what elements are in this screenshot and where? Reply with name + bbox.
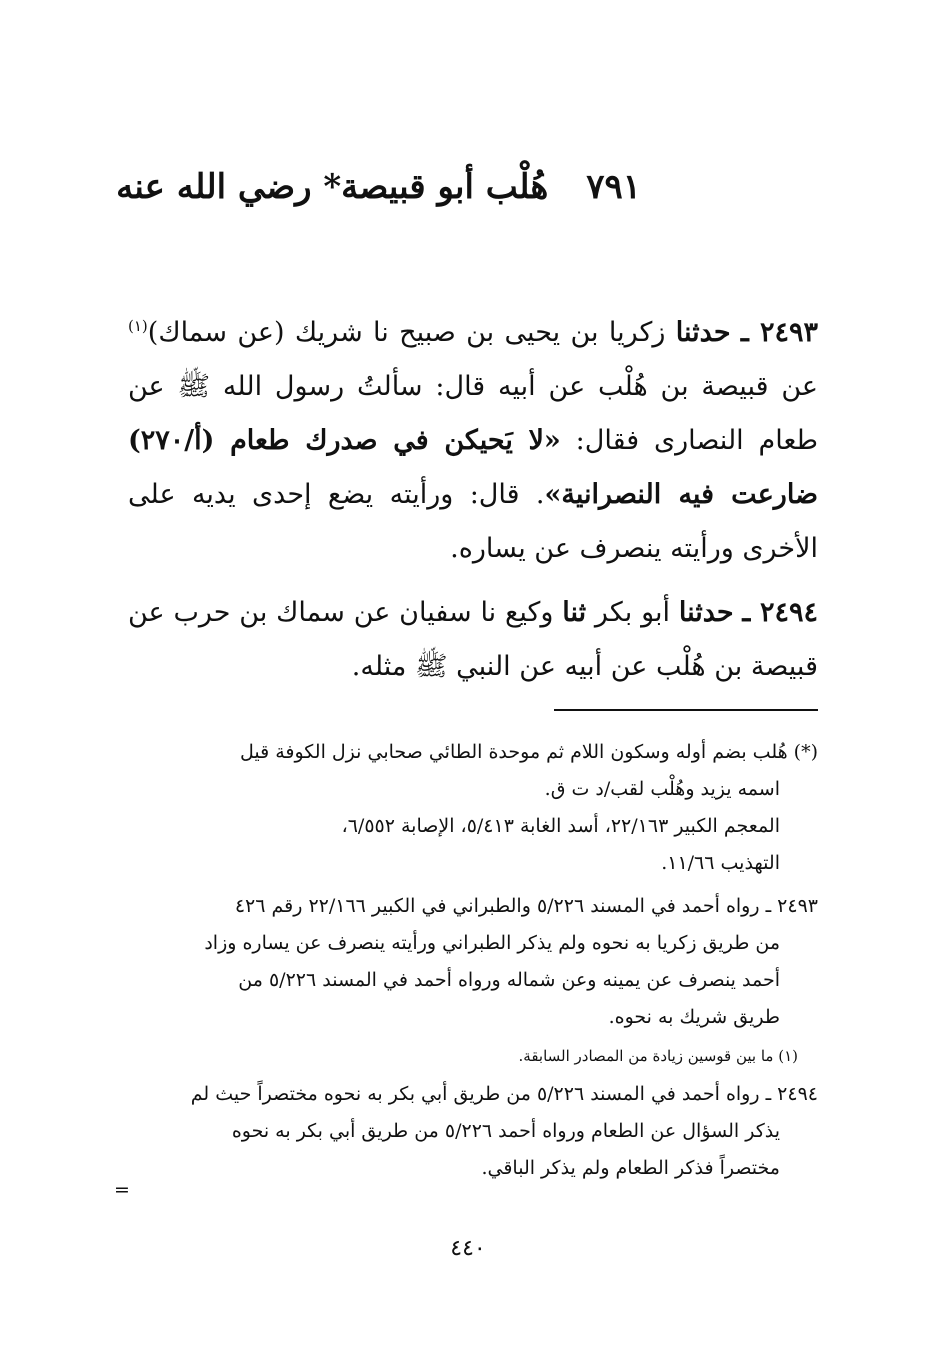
hadith-text: عن قبيصة بن هُلْب عن أبيه قال: سألتُ رسول الله ﷺ عن طعام النصارى فقال: (128, 371, 818, 456)
footnote-line: اسمه يزيد وهُلْب لقب/د ت ق. (544, 778, 780, 800)
footnote-1: (١) ما بين قوسين زيادة من المصادر السابقة. (518, 1047, 798, 1065)
continuation-mark: = (114, 1179, 130, 1201)
footnote-2493 (128, 888, 818, 1036)
page-number: ٤٤٠ (450, 1236, 486, 1261)
footnote-line: من طريق زكريا به نحوه ولم يذكر الطبراني ورأيته ينصرف عن يساره وزاد (204, 932, 780, 954)
footnote-line: أحمد ينصرف عن يمينه وعن شماله ورواه أحمد في المسند ٥/٢٢٦ من (238, 969, 780, 991)
footnotes (128, 734, 818, 1193)
hadith-number: ٢٤٩٣ ـ (740, 317, 818, 348)
narration-lead: حدثنا (678, 597, 734, 628)
footnote-separator (554, 709, 818, 711)
hadith-2494 (128, 586, 818, 694)
narration-lead: ثنا (562, 597, 587, 628)
footnote-line: ٢٤٩٣ ـ رواه أحمد في المسند ٥/٢٢٦ والطبراني في الكبير ٢٢/١٦٦ رقم ٤٢٦ (234, 895, 818, 917)
prophetic-quote: «لا يَحيكن في صدرك طعام (أ/٢٧٠) ضارعت فيه النصرانية» (128, 425, 818, 510)
footnote-2494 (128, 1076, 818, 1187)
hadith-2493 (128, 306, 818, 576)
footnote-line: طريق شريك به نحوه. (608, 1006, 780, 1028)
chapter-title (116, 162, 641, 212)
chapter-name: هُلْب أبو قبيصة* رضي الله عنه (116, 167, 549, 207)
footnote-ref: (١) (128, 317, 148, 335)
hadith-text: أبو بكر (586, 597, 679, 628)
chapter-number: ٧٩١ (586, 167, 641, 207)
hadith-number: ٢٤٩٤ ـ (742, 597, 818, 628)
hadith-text: وكيع نا سفيان عن سماك بن حرب عن قبيصة بن هُلْب عن أبيه عن النبي ﷺ مثله. (128, 597, 818, 682)
hadith-text: زكريا بن يحيى بن صبيح نا شريك (عن سماك) (147, 317, 676, 348)
main-text (128, 306, 818, 704)
footnote-line: مختصراً فذكر الطعام ولم يذكر الباقي. (481, 1157, 780, 1179)
footnote-line: التهذيب ١١/٦٦. (661, 852, 780, 874)
footnote-line: (*) هُلب بضم أوله وسكون اللام ثم موحدة الطائي صحابي نزل الكوفة قيل (239, 741, 818, 763)
narration-lead: حدثنا (675, 317, 731, 348)
footnote-star (128, 734, 818, 882)
footnote-line: المعجم الكبير ٢٢/١٦٣، أسد الغابة ٥/٤١٣، الإصابة ٦/٥٥٢، (341, 815, 780, 837)
footnote-line: ٢٤٩٤ ـ رواه أحمد في المسند ٥/٢٢٦ من طريق أبي بكر به نحوه مختصراً حيث لم (190, 1083, 818, 1105)
hadith-text: . قال: ورأيته يضع إحدى يديه على الأخرى ورأيته ينصرف عن يساره. (128, 479, 818, 564)
footnote-line: يذكر السؤال عن الطعام ورواه أحمد ٥/٢٢٦ من طريق أبي بكر به نحوه (231, 1120, 780, 1142)
